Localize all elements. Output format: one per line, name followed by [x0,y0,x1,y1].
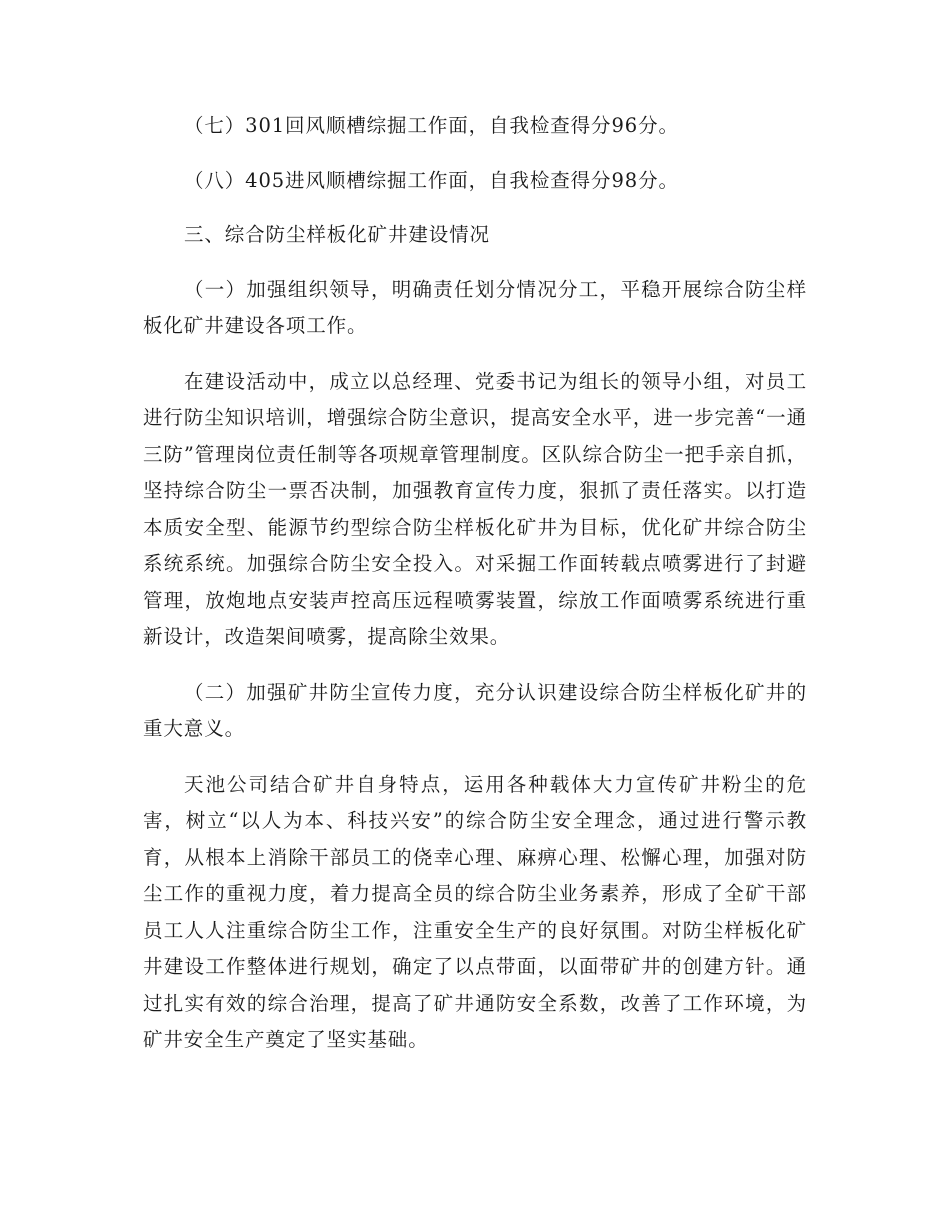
item-seven-score: （七）301回风顺槽综掘工作面，自我检查得分96分。 [183,114,679,137]
subsection-two-heading: （二）加强矿井防尘宣传力度，充分认识建设综合防尘样板化矿井的重大意义。 [143,680,807,740]
section-three-heading: 三、综合防尘样板化矿井建设情况 [183,223,490,246]
document-body [143,108,807,1059]
subsection-one-body: 在建设活动中，成立以总经理、党委书记为组长的领导小组，对员工进行防尘知识培训，增强综合防尘意识，提高安全水平，进一步完善“一通三防”管理岗位责任制等各项规章管理制度。区队综合防尘一把手亲自抓，坚持综合防尘一票否决制，加强教育宣传力度，狠抓了责任落实。以打造本质安全型、能源节约型综合防尘样板化矿井为目标，优化矿井综合防尘系统系统。加强综合防尘安全投入。对采掘工作面转载点喷雾进行了封避管理，放炮地点安装声控高压远程喷雾装置，综放工作面喷雾系统进行重新设计，改造架间喷雾，提高除尘效果。 [143,369,807,648]
subsection-two-body: 天池公司结合矿井自身特点，运用各种载体大力宣传矿井粉尘的危害，树立“以人为本、科技兴安”的综合防尘安全理念，通过进行警示教育，从根本上消除干部员工的侥幸心理、麻痹心理、松懈心理，加强对防尘工作的重视力度，着力提高全员的综合防尘业务素养，形成了全矿干部员工人人注重综合防尘工作，注重安全生产的良好氛围。对防尘样板化矿井建设工作整体进行规划，确定了以点带面，以面带矿井的创建方针。通过扎实有效的综合治理，提高了矿井通防安全系数，改善了工作环境，为矿井安全生产奠定了坚实基础。 [143,772,807,1051]
subsection-one-heading: （一）加强组织领导，明确责任划分情况分工，平稳开展综合防尘样板化矿井建设各项工作。 [143,277,807,337]
item-eight-score: （八）405进风顺槽综掘工作面，自我检查得分98分。 [183,168,679,192]
